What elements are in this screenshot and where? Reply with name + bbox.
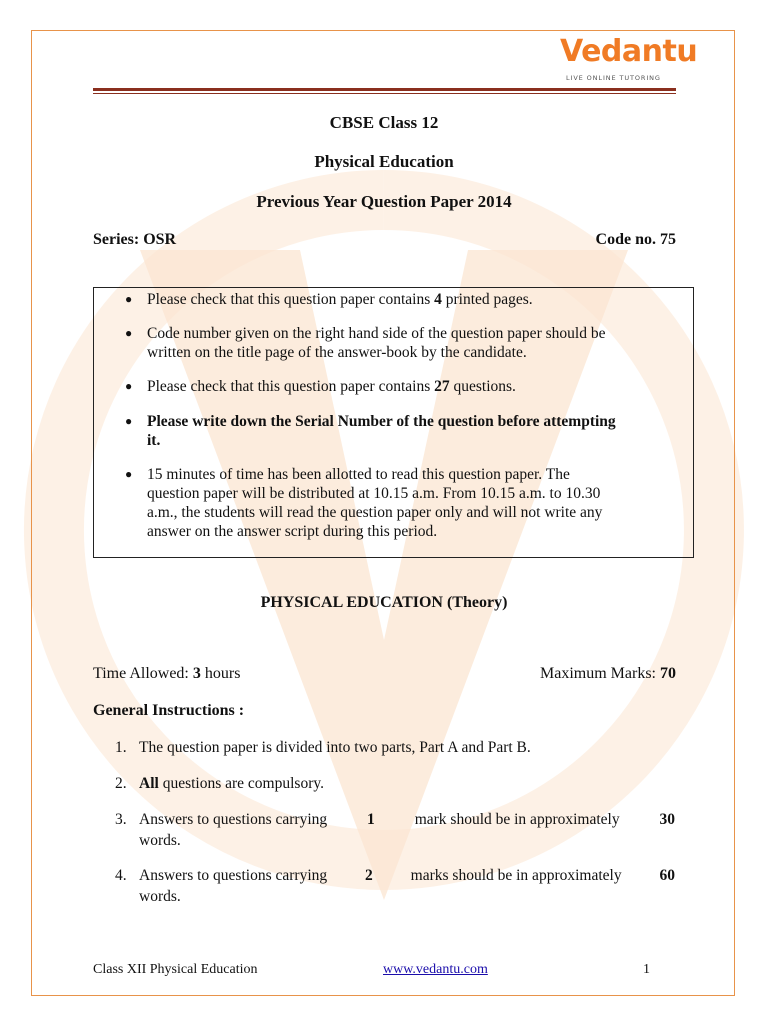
title-class: CBSE Class 12 [329, 113, 439, 132]
header-rule-thin [93, 93, 676, 94]
notice-item: ● Code number given on the right hand side of the question paper should be written on the title page of the answer-book by the candidate. [125, 325, 606, 361]
notice-item: ● Please check that this question paper contains 4 printed pages. [125, 291, 533, 308]
notice-item: ● 15 minutes of time has been allotted to read this question paper. The question paper will be distributed at 10.15 a.m. From 10.15 a.m. to 10.30 a.m., the students will read the question paper only and will not write any answer on the answer script during this period. [125, 466, 603, 540]
time-allowed: Time Allowed: 3 hours [93, 665, 241, 682]
section-title: PHYSICAL EDUCATION (Theory) [260, 594, 508, 611]
title-paper: Previous Year Question Paper 2014 [256, 192, 512, 211]
general-instructions-title: General Instructions : [93, 702, 245, 719]
bullet-icon: ● [125, 379, 133, 393]
bullet-icon: ● [125, 467, 133, 481]
instruction-item: 3. Answers to questions carrying 1 mark should be in approximately 30 words. [115, 811, 675, 849]
time-marks-row [93, 665, 676, 683]
series-label: Series: OSR [93, 231, 177, 248]
bullet-icon: ● [125, 326, 133, 340]
brand-tagline: LIVE ONLINE TUTORING [566, 74, 661, 82]
header-rule [93, 88, 676, 91]
footer-course: Class XII Physical Education [93, 962, 258, 977]
brand-name: Vedantu [560, 34, 698, 69]
page-number: 1 [643, 962, 650, 977]
bullet-icon: ● [125, 292, 133, 306]
notice-box [93, 287, 694, 558]
notice-item: ● Please write down the Serial Number of the question before attempting it. [125, 413, 616, 449]
bullet-icon: ● [125, 414, 133, 428]
notice-item: ● Please check that this question paper contains 27 questions. [125, 378, 516, 395]
maximum-marks: Maximum Marks: 70 [540, 665, 676, 682]
code-label: Code no. 75 [595, 231, 676, 248]
vedantu-logo [560, 34, 698, 86]
instruction-item: 2. All questions are compulsory. [115, 775, 324, 792]
instruction-item: 4. Answers to questions carrying 2 marks should be in approximately 60 words. [115, 867, 675, 905]
vedantu-link[interactable]: www.vedantu.com [383, 962, 488, 977]
title-subject: Physical Education [314, 152, 454, 171]
series-code-row [93, 231, 676, 249]
instruction-item: 1. The question paper is divided into two parts, Part A and Part B. [115, 739, 531, 756]
